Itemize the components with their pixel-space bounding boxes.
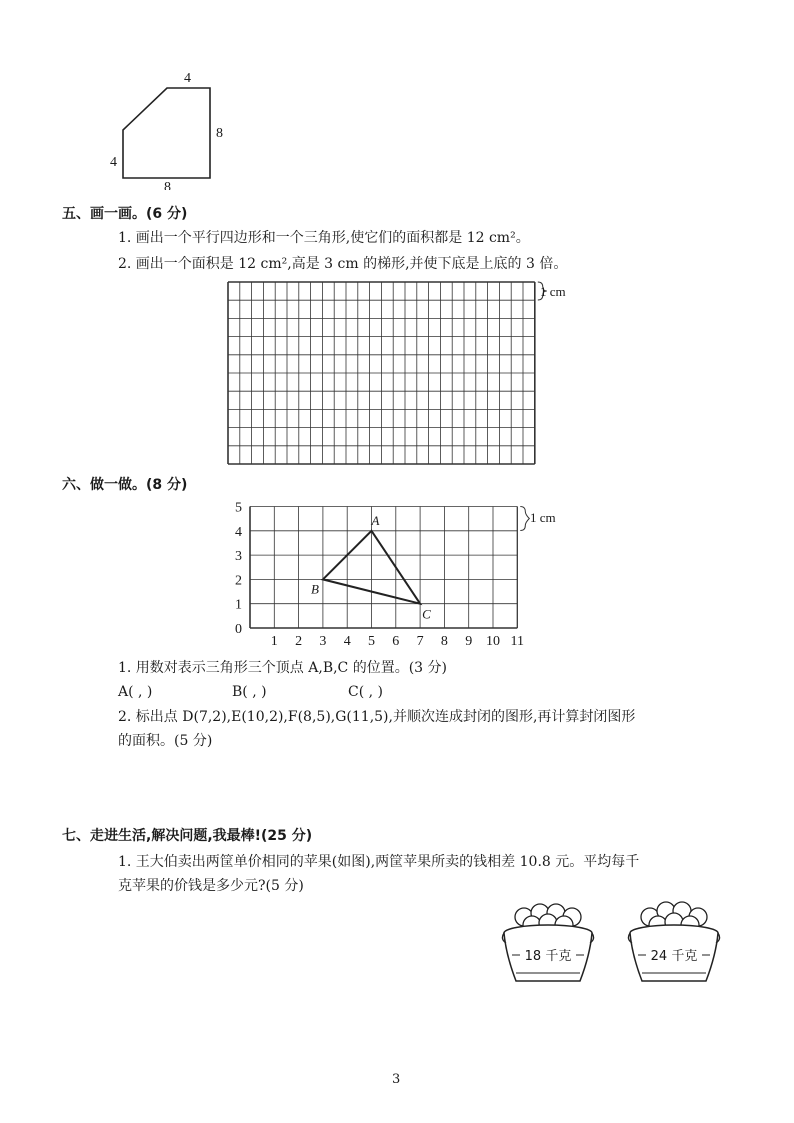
- answer-a: A( , ): [118, 684, 153, 700]
- x-tick-label: 7: [416, 634, 424, 649]
- vertex-label-a: A: [371, 512, 380, 528]
- pentagon-label-left: 4: [110, 155, 117, 170]
- section-7-question-1-line-2: 克苹果的价钱是多少元?(5 分): [118, 878, 304, 894]
- pentagon-figure: [100, 60, 250, 190]
- x-tick-label: 1: [270, 634, 278, 649]
- x-tick-label: 3: [319, 634, 327, 649]
- section-5-item-2: 2. 画出一个面积是 12 cm²,高是 3 cm 的梯形,并使下底是上底的 3 倍。: [118, 256, 568, 272]
- x-tick-label: 8: [440, 634, 448, 649]
- x-tick-label: 11: [510, 634, 525, 649]
- pentagon-label-right: 8: [216, 126, 223, 141]
- section-6-question-1: 1. 用数对表示三角形三个顶点 A,B,C 的位置。(3 分): [118, 660, 447, 676]
- pentagon-label-top: 4: [184, 71, 191, 86]
- section-6-question-2-line-1: 2. 标出点 D(7,2),E(10,2),F(8,5),G(11,5),并顺次连成封闭的图形,再计算封闭图形: [118, 709, 636, 725]
- basket-1-label: 18 千克: [524, 949, 572, 964]
- y-tick-label: 5: [235, 500, 242, 516]
- x-tick-label: 6: [392, 634, 400, 649]
- answer-c: C( , ): [348, 684, 383, 700]
- vertex-label-c: C: [422, 606, 431, 622]
- x-tick-label: 2: [295, 634, 303, 649]
- pentagon-label-bottom: 8: [164, 180, 171, 190]
- apple-basket-24kg: [624, 895, 724, 990]
- x-tick-label: 5: [368, 634, 375, 649]
- y-tick-label: 3: [235, 549, 242, 565]
- basket-2-label: 24 千克: [650, 949, 698, 964]
- y-tick-label: 4: [235, 524, 242, 540]
- coordinate-grid-scale-label: 1 cm: [530, 510, 556, 525]
- apple-basket-18kg: [498, 895, 598, 990]
- section-6-heading: 六、做一做。(8 分): [62, 477, 188, 493]
- scale-brace: [520, 507, 529, 531]
- drawing-grid: [225, 278, 570, 468]
- section-5-heading: 五、画一画。(6 分): [62, 206, 188, 222]
- coordinate-grid: [228, 500, 558, 652]
- grid-scale-label: 1 cm: [540, 284, 566, 299]
- y-tick-label: 2: [235, 573, 242, 589]
- x-tick-label: 9: [465, 634, 473, 649]
- x-tick-label: 10: [486, 634, 500, 649]
- y-tick-label: 1: [235, 597, 242, 613]
- section-6-question-2-line-2: 的面积。(5 分): [118, 733, 213, 749]
- y-tick-label: 0: [235, 622, 242, 637]
- section-7-heading: 七、走进生活,解决问题,我最棒!(25 分): [62, 828, 313, 844]
- vertex-label-b: B: [310, 581, 319, 597]
- section-7-question-1-line-1: 1. 王大伯卖出两筐单价相同的苹果(如图),两筐苹果所卖的钱相差 10.8 元。平均每千: [118, 854, 640, 870]
- section-5-item-1: 1. 画出一个平行四边形和一个三角形,使它们的面积都是 12 cm²。: [118, 230, 530, 246]
- page-number: 3: [392, 1072, 401, 1087]
- x-tick-label: 4: [343, 634, 351, 649]
- answer-b: B( , ): [232, 684, 267, 700]
